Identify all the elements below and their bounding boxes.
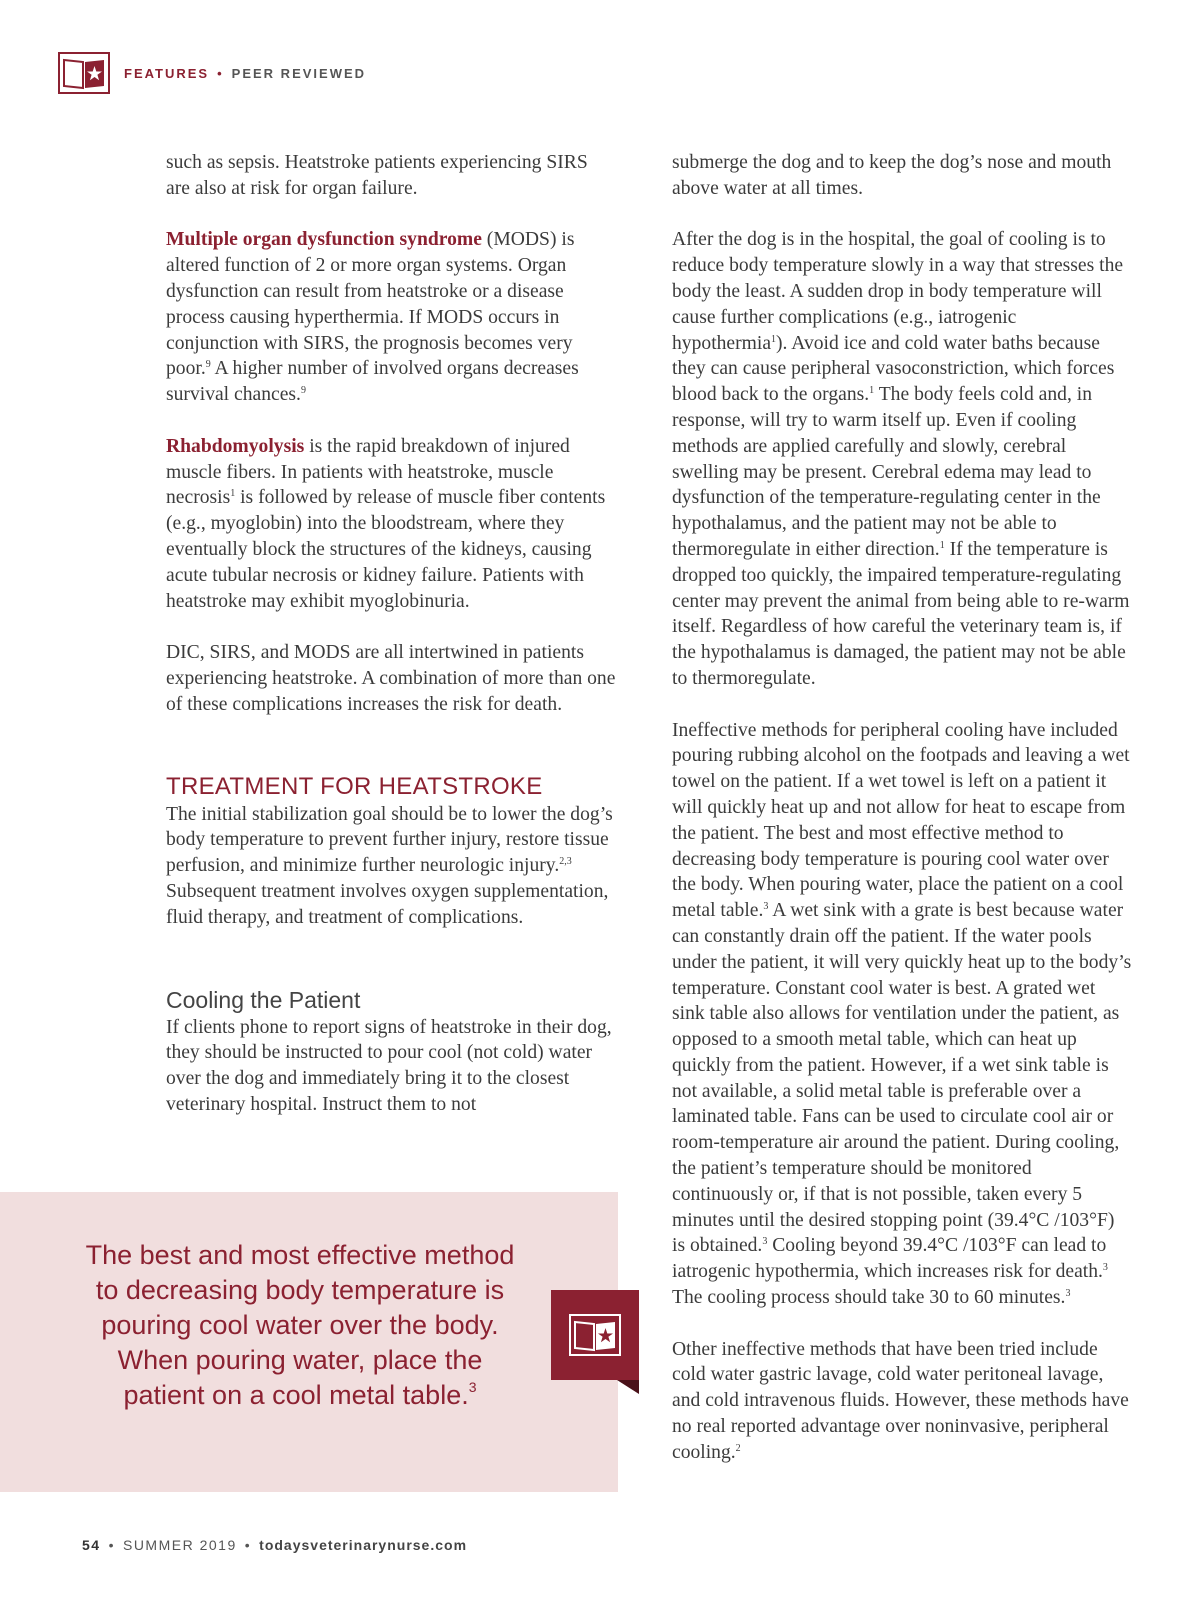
pull-quote-box (0, 1192, 618, 1492)
reference: 1 (869, 385, 875, 397)
badge-fold (617, 1380, 639, 1394)
right-column (672, 150, 1132, 1491)
reference: 9 (300, 385, 306, 397)
page-number: 54 (82, 1537, 101, 1553)
paragraph-mods: Multiple organ dysfunction syndrome (MODS) is altered function of 2 or more organ systems. Organ dysfunction can result from heatstroke or a disease process causing hyperthermia. If MODS occurs in conjunction with SIRS, the prognosis becomes very poor.$^9$ A higher number of involved organs decreases survival chances.$^9$ (166, 229, 579, 406)
issue-label: SUMMER 2019 (122, 1537, 237, 1553)
section-label (124, 66, 366, 81)
paragraph-cooling: If clients phone to report signs of heatstroke in their dog, they should be instructed to pour cool (not cold) water over the dog and immediately bring it to the closest veterinary hospital. Instruct them to not (166, 1016, 612, 1115)
page-footer (82, 1537, 467, 1553)
section-heading: TREATMENT FOR HEATSTROKE (166, 772, 543, 800)
book-star-icon (58, 52, 110, 94)
paragraph: Ineffective methods for peripheral cooling have included pouring rubbing alcohol on the footpads and leaving a wet towel on the patient. If a wet towel is left on a patient it will quickly heat up and not allow for heat to escape from the patient. The best and most effective method to decreasing body temperature is pouring cool water over the body. When pouring water, place the patient on a cool metal table.$^3$ A wet sink with a grate is best because water can constantly drain off the patient. If the water pools under the patient, it will very quickly heat up to the body’s temperature. Constant cool water is best. A grated wet sink table also allows for ventilation under the patient, as opposed to a smooth metal table, which can heat up quickly from the patient. However, if a wet sink table is not available, a solid metal table is preferable over a laminated table. Fans can be used to circulate cool air or room-temperature air around the patient. During cooling, the patient’s temperature should be monitored continuously or, if that is not possible, taken every 5 minutes until the desired stopping point (39.4°C /103°F) is obtained.$^3$ Cooling beyond 39.4°C /103°F can lead to iatrogenic hypothermia, which increases risk for death.$^3$ The cooling process should take 30 to 60 minutes.$^3$ (672, 719, 1132, 1309)
left-column (166, 150, 616, 1144)
subsection-heading: Cooling the Patient (166, 986, 361, 1013)
footer-bullet: • (108, 1537, 115, 1553)
reference: 1 (939, 539, 945, 551)
reference: 1 (230, 488, 236, 500)
footer-bullet: • (244, 1537, 252, 1553)
paragraph: Other ineffective methods that have been tried include cold water gastric lavage, cold water peritoneal lavage, and cold intravenous fluids. However, these methods have no real reported advantage over noninvasive, peripheral cooling.$^2$ (672, 1338, 1129, 1463)
reference: 9 (205, 359, 211, 371)
book-star-icon (569, 1314, 621, 1356)
paragraph-treatment: The initial stabilization goal should be to lower the dog’s body temperature to prevent further injury, restore tissue perfusion, and minimize further neurologic injury.$^{2,3}$ Subsequent treatment involves oxygen supplementation, fluid therapy, and treatment of complications. (166, 803, 613, 928)
reference: 3 (762, 1236, 768, 1248)
paragraph: DIC, SIRS, and MODS are all intertwined in patients experiencing heatstroke. A combination of more than one of these complications increases the risk for death. (166, 642, 616, 715)
paragraph: After the dog is in the hospital, the goal of cooling is to reduce body temperature slowly in a way that stresses the body the least. A sudden drop in body temperature will cause further complications (e.g., iatrogenic hypothermia$^1$). Avoid ice and cold water baths because they can cause peripheral vasoconstriction, which forces blood back to the organs.$^1$ The body feels cold and, in response, will try to warm itself up. Even if cooling methods are applied carefully and slowly, cerebral swelling may be present. Cerebral edema may lead to dysfunction of the temperature-regulating center in the hypothalamus, and the patient may not be able to thermoregulate in either direction.$^1$ If the temperature is dropped too quickly, the impaired temperature-regulating center may prevent the animal from being able to re-warm itself. Regardless of how careful the veterinary team is, if the hypothalamus is damaged, the patient may not be able to thermoregulate. (672, 229, 1130, 689)
category-label: PEER REVIEWED (231, 65, 367, 81)
pull-quote-badge (551, 1290, 639, 1380)
section-name: FEATURES (124, 65, 210, 81)
page-header (58, 52, 366, 94)
reference: 2,3 (559, 856, 572, 868)
header-bullet: • (217, 65, 224, 81)
paragraph: submerge the dog and to keep the dog’s nose and mouth above water at all times. (672, 152, 1112, 199)
website-link[interactable]: todaysveterinarynurse.com (259, 1537, 468, 1553)
reference: 3 (1102, 1262, 1108, 1274)
reference: 3 (763, 901, 769, 913)
reference: 2 (735, 1442, 741, 1454)
reference: 1 (771, 333, 777, 345)
reference: 3 (468, 1379, 477, 1395)
paragraph: such as sepsis. Heatstroke patients experiencing SIRS are also at risk for organ failure. (166, 152, 588, 199)
term-mods: Multiple organ dysfunction syndrome (166, 229, 482, 251)
reference: 3 (1065, 1288, 1071, 1300)
paragraph-rhabdo: Rhabdomyolysis is the rapid breakdown of injured muscle fibers. In patients with heatstroke, muscle necrosis$^1$ is followed by release of muscle fiber contents (e.g., myoglobin) into the bloodstream, where they eventually block the structures of the kidneys, causing acute tubular necrosis or kidney failure. Patients with heatstroke may exhibit myoglobinuria. (166, 435, 606, 612)
pull-quote: The best and most effective method to decreasing body temperature is pouring cool water over the body. When pouring water, place the patient on a cool metal table.$^3$ (85, 1240, 515, 1410)
term-rhabdomyolysis: Rhabdomyolysis (166, 435, 305, 457)
